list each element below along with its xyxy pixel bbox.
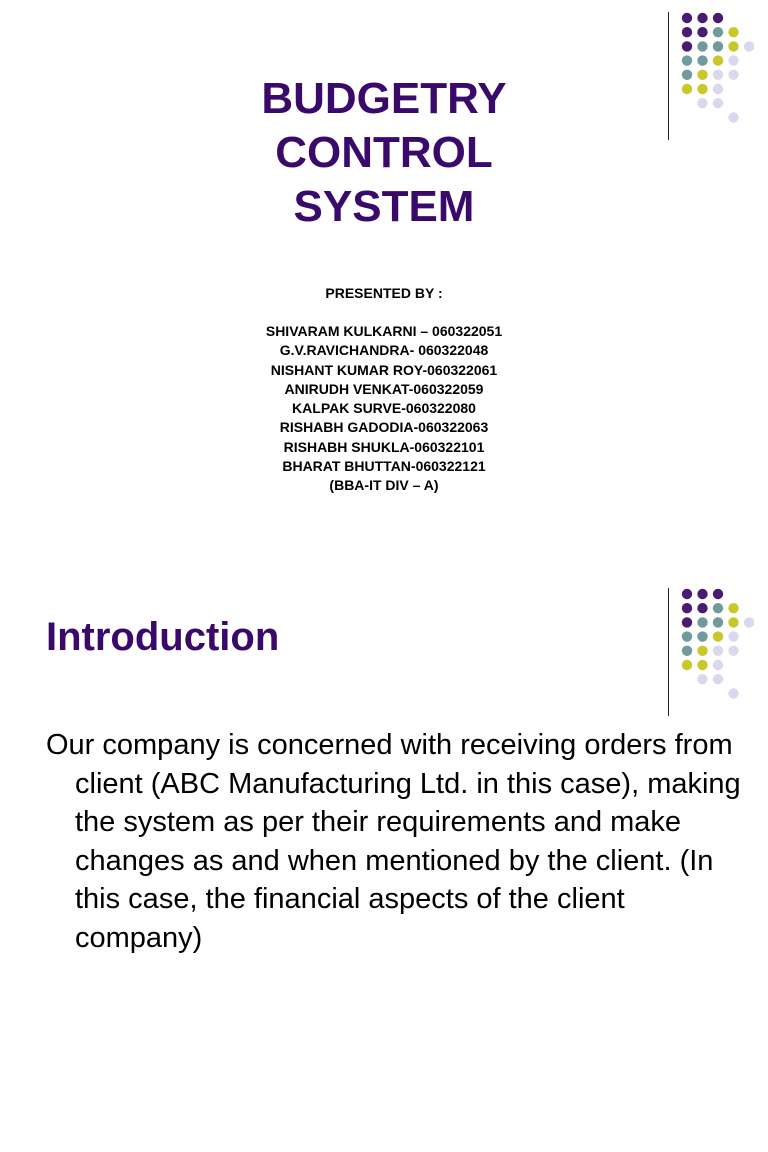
member-item: KALPAK SURVE-060322080 [292,400,476,417]
dot [682,646,692,656]
member-item: ANIRUDH VENKAT-060322059 [284,380,484,397]
title-line: BUDGETRY [261,74,507,123]
dot [697,617,707,627]
dot [697,646,707,656]
member-item: RISHABH SHUKLA-060322101 [283,438,485,455]
dot [713,603,723,613]
member-list [0,322,768,496]
dot [728,617,738,627]
dot [697,55,707,65]
dot [682,603,692,613]
dot [697,589,707,599]
member-item: G.V.RAVICHANDRA- 060322048 [279,342,489,359]
dot [697,631,707,641]
member-item: NISHANT KUMAR ROY-060322061 [270,361,498,378]
dot [697,674,707,684]
dot [713,617,723,627]
dot [682,589,692,599]
dot [713,589,723,599]
dot [713,646,723,656]
dot [682,13,692,23]
member-item: BHARAT BHUTTAN-060322121 [282,458,486,475]
dot [682,617,692,627]
dot [682,631,692,641]
dot [728,55,738,65]
member-item: SHIVARAM KULKARNI – 060322051 [265,323,503,339]
dot [682,41,692,51]
dot [713,41,723,51]
title-line: CONTROL [275,128,493,177]
dot [728,27,738,37]
dot [728,603,738,613]
title-line: SYSTEM [293,182,475,231]
section-heading: Introduction [46,615,280,659]
dot [728,41,738,51]
dot [682,660,692,670]
class-division: (BBA-IT DIV – A) [329,477,439,494]
dot [713,27,723,37]
intro-paragraph: Our company is concerned with receiving orders from client (ABC Manufacturing Ltd. in this case), making the system as per their requirements and make changes as and when mentioned by the client. (In this case, the financial aspects of the client company) [46,729,741,954]
dot [744,617,754,627]
dot [713,13,723,23]
dot [682,55,692,65]
dot [728,631,738,641]
dot [744,41,754,51]
dot [713,674,723,684]
dot-grid-icon [681,588,761,700]
dot [728,688,738,698]
dot [697,13,707,23]
dot [697,27,707,37]
dot [713,55,723,65]
slide-title [0,72,768,234]
presented-by-label: PRESENTED BY : [325,285,443,301]
dot [728,646,738,656]
dot [682,27,692,37]
divider-line [668,588,669,716]
dot [713,660,723,670]
dot [713,631,723,641]
dot [697,603,707,613]
dot [697,41,707,51]
dot [697,660,707,670]
member-item: RISHABH GADODIA-060322063 [279,419,489,436]
